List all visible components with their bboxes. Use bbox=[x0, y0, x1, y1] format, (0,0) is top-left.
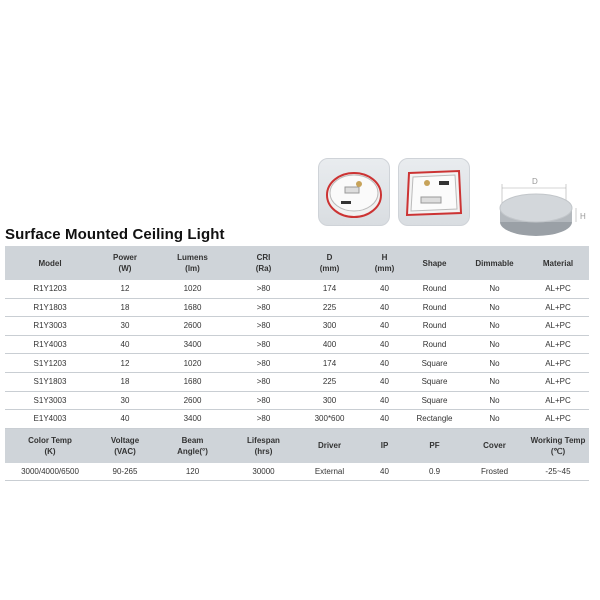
header-label: Working Temp bbox=[530, 435, 586, 445]
table1-header-row bbox=[5, 246, 589, 280]
header-label: Voltage bbox=[110, 435, 140, 445]
header-label: Power bbox=[112, 253, 137, 262]
table2-header-cell bbox=[155, 428, 230, 463]
table-cell: 1680 bbox=[155, 298, 230, 317]
table-cell: 12 bbox=[95, 280, 155, 298]
table-row bbox=[5, 280, 589, 298]
table-cell: No bbox=[462, 335, 527, 354]
table-cell: 1020 bbox=[155, 280, 230, 298]
table2-header-cell bbox=[362, 428, 407, 463]
table-cell: E1Y4003 bbox=[5, 410, 95, 429]
table-cell: No bbox=[462, 317, 527, 336]
table2-header-cell bbox=[462, 428, 527, 463]
table1-header-cell bbox=[5, 246, 95, 280]
table-cell: Square bbox=[407, 391, 462, 410]
table-cell: 40 bbox=[95, 335, 155, 354]
table-cell: S1Y1803 bbox=[5, 372, 95, 391]
table-cell: Round bbox=[407, 317, 462, 336]
table-cell: Round bbox=[407, 280, 462, 298]
header-unit: (Ra) bbox=[255, 264, 272, 273]
header-label: Beam bbox=[181, 435, 204, 445]
table-cell: R1Y1803 bbox=[5, 298, 95, 317]
table-cell: 174 bbox=[297, 354, 362, 373]
header-label: D bbox=[326, 253, 333, 262]
table-cell: 40 bbox=[362, 335, 407, 354]
page-title: Surface Mounted Ceiling Light bbox=[5, 226, 225, 243]
table-cell: 40 bbox=[362, 372, 407, 391]
table-cell: Square bbox=[407, 354, 462, 373]
header-label: Material bbox=[542, 258, 574, 268]
square-panel-photo bbox=[398, 158, 470, 226]
spec-table-body bbox=[5, 280, 589, 428]
table1-header-cell bbox=[527, 246, 589, 280]
table-cell: Round bbox=[407, 298, 462, 317]
spec-table bbox=[5, 246, 589, 481]
header-unit: (K) bbox=[44, 446, 56, 456]
table-cell: 40 bbox=[362, 391, 407, 410]
header-unit: (mm) bbox=[319, 264, 340, 273]
table-cell: No bbox=[462, 354, 527, 373]
table2-header-cell bbox=[230, 428, 297, 463]
table-cell: Square bbox=[407, 372, 462, 391]
table-row bbox=[5, 335, 589, 354]
table-cell: 1680 bbox=[155, 372, 230, 391]
table-cell: No bbox=[462, 372, 527, 391]
product-images bbox=[318, 158, 600, 226]
round-panel-photo bbox=[318, 158, 390, 226]
table-cell: 300 bbox=[297, 391, 362, 410]
table-row bbox=[5, 463, 589, 481]
table-cell: 3400 bbox=[155, 410, 230, 429]
table1-header-cell bbox=[362, 246, 407, 280]
table-cell: >80 bbox=[230, 391, 297, 410]
table-cell: 30 bbox=[95, 391, 155, 410]
table-row bbox=[5, 410, 589, 429]
header-label: IP bbox=[380, 441, 389, 451]
table-cell: 40 bbox=[362, 410, 407, 429]
table-cell: AL+PC bbox=[527, 354, 589, 373]
header-unit: (W) bbox=[118, 264, 132, 273]
header-unit: (lm) bbox=[185, 264, 200, 273]
table-row bbox=[5, 372, 589, 391]
table-cell: AL+PC bbox=[527, 391, 589, 410]
table2-header-cell bbox=[527, 428, 589, 463]
table-cell: 2600 bbox=[155, 317, 230, 336]
header-label: Cover bbox=[483, 441, 506, 451]
header-label: Model bbox=[38, 258, 62, 268]
table-cell: R1Y1203 bbox=[5, 280, 95, 298]
table-cell: R1Y3003 bbox=[5, 317, 95, 336]
dimension-drawing bbox=[494, 174, 592, 246]
table-cell: 30000 bbox=[230, 463, 297, 481]
table2-header-cell bbox=[95, 428, 155, 463]
table-cell: 30 bbox=[95, 317, 155, 336]
table-cell: 40 bbox=[362, 463, 407, 481]
table-cell: 300*600 bbox=[297, 410, 362, 429]
table-cell: No bbox=[462, 391, 527, 410]
table-cell: 1020 bbox=[155, 354, 230, 373]
table-cell: >80 bbox=[230, 354, 297, 373]
table1-header-cell bbox=[407, 246, 462, 280]
header-label: Dimmable bbox=[475, 258, 514, 268]
table-cell: >80 bbox=[230, 335, 297, 354]
table2-header-cell bbox=[5, 428, 95, 463]
header-label: Lifespan bbox=[247, 435, 280, 445]
table2-header-cell bbox=[297, 428, 362, 463]
header-unit: (℃) bbox=[550, 446, 566, 456]
table-cell: Frosted bbox=[462, 463, 527, 481]
table-cell: No bbox=[462, 298, 527, 317]
table-cell: AL+PC bbox=[527, 410, 589, 429]
table-cell: >80 bbox=[230, 317, 297, 336]
spec-table-2-header bbox=[5, 428, 589, 463]
table-cell: 18 bbox=[95, 298, 155, 317]
table-cell: 300 bbox=[297, 317, 362, 336]
header-label: Lumens bbox=[177, 253, 208, 262]
table-cell: AL+PC bbox=[527, 372, 589, 391]
table-cell: S1Y1203 bbox=[5, 354, 95, 373]
header-label: Color Temp bbox=[28, 435, 72, 445]
table1-header-cell bbox=[297, 246, 362, 280]
table-cell: 2600 bbox=[155, 391, 230, 410]
table-cell: -25~45 bbox=[527, 463, 589, 481]
header-label: CRI bbox=[256, 253, 271, 262]
table-cell: 174 bbox=[297, 280, 362, 298]
header-unit: (hrs) bbox=[254, 446, 273, 456]
spec-table-2-body bbox=[5, 463, 589, 481]
spec-table-header bbox=[5, 246, 589, 280]
table-cell: Rectangle bbox=[407, 410, 462, 429]
table-cell: 225 bbox=[297, 372, 362, 391]
table-cell: >80 bbox=[230, 280, 297, 298]
table1-header-cell bbox=[95, 246, 155, 280]
table-cell: No bbox=[462, 280, 527, 298]
table-cell: 40 bbox=[362, 280, 407, 298]
table-cell: 40 bbox=[362, 317, 407, 336]
table-cell: 90-265 bbox=[95, 463, 155, 481]
table-cell: External bbox=[297, 463, 362, 481]
table-row bbox=[5, 391, 589, 410]
table-cell: AL+PC bbox=[527, 298, 589, 317]
table-cell: 40 bbox=[362, 298, 407, 317]
table-cell: S1Y3003 bbox=[5, 391, 95, 410]
table1-header-cell bbox=[230, 246, 297, 280]
table-row bbox=[5, 354, 589, 373]
table-cell: 3000/4000/6500 bbox=[5, 463, 95, 481]
table-cell: 40 bbox=[95, 410, 155, 429]
table-cell: >80 bbox=[230, 372, 297, 391]
table-cell: >80 bbox=[230, 410, 297, 429]
h-label: H bbox=[580, 212, 586, 221]
header-label: Driver bbox=[317, 441, 342, 451]
table-row bbox=[5, 298, 589, 317]
table2-header-row bbox=[5, 428, 589, 463]
table1-header-cell bbox=[462, 246, 527, 280]
header-label: H bbox=[381, 253, 388, 262]
table-cell: 3400 bbox=[155, 335, 230, 354]
table-cell: AL+PC bbox=[527, 335, 589, 354]
table-row bbox=[5, 317, 589, 336]
header-unit: (mm) bbox=[374, 264, 395, 273]
table-cell: R1Y4003 bbox=[5, 335, 95, 354]
table-cell: 0.9 bbox=[407, 463, 462, 481]
table-cell: No bbox=[462, 410, 527, 429]
header-label: PF bbox=[429, 441, 440, 451]
table-cell: 12 bbox=[95, 354, 155, 373]
table-cell: AL+PC bbox=[527, 317, 589, 336]
table-cell: 400 bbox=[297, 335, 362, 354]
table-cell: 40 bbox=[362, 354, 407, 373]
header-unit: Angle(°) bbox=[177, 446, 208, 456]
header-unit: (VAC) bbox=[114, 446, 136, 456]
table-cell: 18 bbox=[95, 372, 155, 391]
table-cell: 225 bbox=[297, 298, 362, 317]
table-cell: Round bbox=[407, 335, 462, 354]
table1-header-cell bbox=[155, 246, 230, 280]
table-cell: AL+PC bbox=[527, 280, 589, 298]
table-cell: 120 bbox=[155, 463, 230, 481]
header-label: Shape bbox=[422, 258, 447, 268]
table-cell: >80 bbox=[230, 298, 297, 317]
table2-header-cell bbox=[407, 428, 462, 463]
d-label: D bbox=[532, 177, 538, 186]
